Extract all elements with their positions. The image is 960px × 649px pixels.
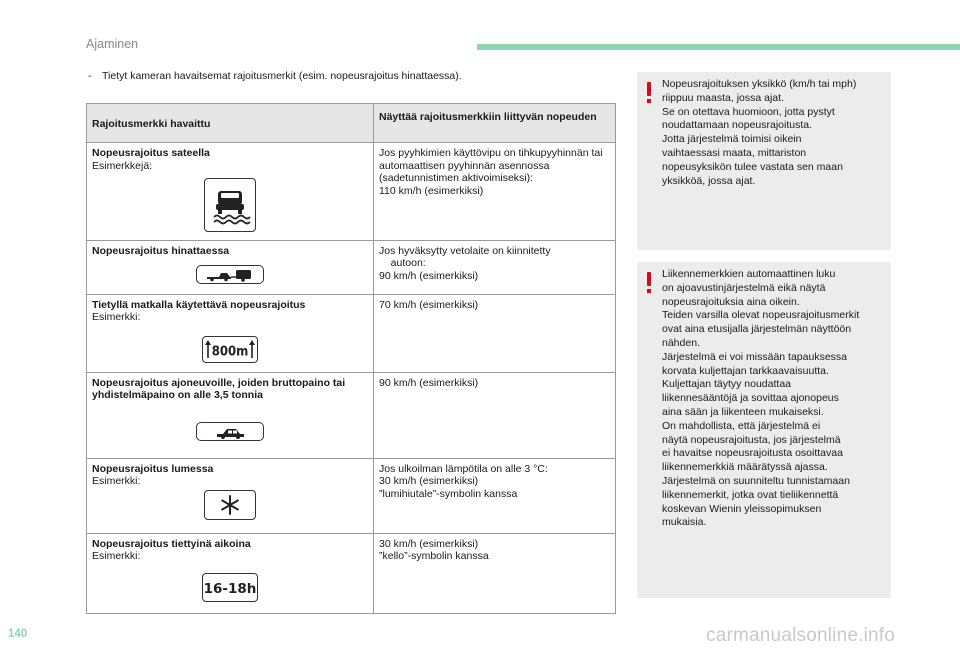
intro-line (88, 70, 462, 82)
intro-text: Tietyt kameran havaitsemat rajoitusmerkit (esim. nopeusrajoitus hinattaessa). (102, 70, 462, 82)
row-subtitle: Esimerkkejä: (92, 159, 153, 172)
table-row (87, 372, 616, 458)
warning-note-units (637, 72, 891, 250)
warning-exclamation-icon (647, 82, 651, 96)
row-description: 90 km/h (esimerkiksi) (374, 372, 616, 458)
table-row (87, 143, 616, 241)
warning-note-reliability (637, 262, 891, 598)
car-icon (196, 422, 264, 441)
table-row (87, 240, 616, 294)
row-title: Nopeusrajoitus hinattaessa (92, 244, 230, 257)
row-description: 30 km/h (esimerkiksi) ”kello”-symbolin kanssa (374, 533, 616, 613)
table-header-row (87, 104, 616, 143)
wet-road-icon (204, 178, 256, 232)
note-text: Liikennemerkkien automaattinen luku on ajoavustinjärjestelmä eikä näytä nopeusrajoituksia aina oikein. Teiden varsilla olevat nopeusrajoitusmerkit ovat aina etusijalla järjestelmän näyttöön nähden. Järjestelmä ei voi missään tapauksessa korvata kuljettajan tarkkaavaisuutta. Kuljettajan täytyy noudattaa liikennesääntöjä ja sovittaa ajonopeus aina sään ja liikenteen mukaiseksi. On mahdollista, että järjestelmä ei näytä nopeusrajoitusta, jos järjestelmä ei havaitse nopeusrajoitusta osoittavaa liikennemerkkiä määrätyssä ajassa. Järjestelmä on suunniteltu tunnistamaan liikennemerkit, jotka ovat tieliikennettä koskevan Wienin yleissopimuksen mukaisia. (662, 268, 860, 529)
row-title: Tietyllä matkalla käytettävä nopeusrajoitus (92, 298, 306, 311)
row-title: Nopeusrajoitus sateella (92, 147, 210, 159)
column-header-speed: Näyttää rajoitusmerkkiin liittyvän nopeuden (374, 104, 616, 143)
row-subtitle: Esimerkki: (92, 550, 141, 562)
snowflake-icon (204, 490, 256, 520)
page-number: 140 (8, 628, 28, 640)
sign-text: 800m (211, 344, 249, 359)
row-subtitle: Esimerkki: (92, 311, 141, 323)
sign-text: 16-18h (203, 580, 257, 597)
table-row (87, 533, 616, 613)
column-header-sign: Rajoitusmerkki havaittu (87, 104, 374, 143)
row-title: Nopeusrajoitus ajoneuvoille, joiden bruttopaino tai yhdistelmäpaino on alle 3,5 tonnia (92, 376, 346, 401)
row-description: Jos pyyhkimien käyttövipu on tihkupyyhinnän tai automaattisen pyyhinnän asennossa (sadetunnistimen aktivoimiseksi): 110 km/h (esimerkiksi) (374, 143, 616, 241)
speed-sign-table (86, 103, 616, 614)
table-row (87, 458, 616, 533)
table-row (87, 294, 616, 372)
row-description: Jos hyväksytty vetolaite on kiinnitetty autoon: 90 km/h (esimerkiksi) (374, 240, 616, 294)
row-description: Jos ulkoilman lämpötila on alle 3 °C: 30 km/h (esimerkiksi) ”lumihiutale”-symbolin kanssa (374, 458, 616, 533)
distance-arrows-icon (202, 336, 258, 363)
car-with-trailer-icon (196, 265, 264, 284)
row-title: Nopeusrajoitus tiettyinä aikoina (92, 537, 251, 550)
row-description: 70 km/h (esimerkiksi) (374, 294, 616, 372)
row-title: Nopeusrajoitus lumessa (92, 462, 214, 475)
note-text: Nopeusrajoituksen yksikkö (km/h tai mph) riippuu maasta, jossa ajat. Se on otettava huomioon, jotta pystyt noudattamaan nopeusrajoitusta. Jotta järjestelmä toimisi oikein vaihtaessasi maata, mittariston nopeusyksikön tulee vastata sen maan yksikköä, jossa ajat. (662, 78, 857, 187)
row-subtitle: Esimerkki: (92, 475, 141, 487)
section-color-bar (477, 44, 960, 50)
watermark: carmanualsonline.info (706, 625, 896, 646)
section-title: Ajaminen (86, 37, 139, 51)
bullet-dash: - (88, 70, 92, 82)
warning-exclamation-icon (647, 272, 651, 286)
clock-hours-icon (202, 573, 258, 602)
